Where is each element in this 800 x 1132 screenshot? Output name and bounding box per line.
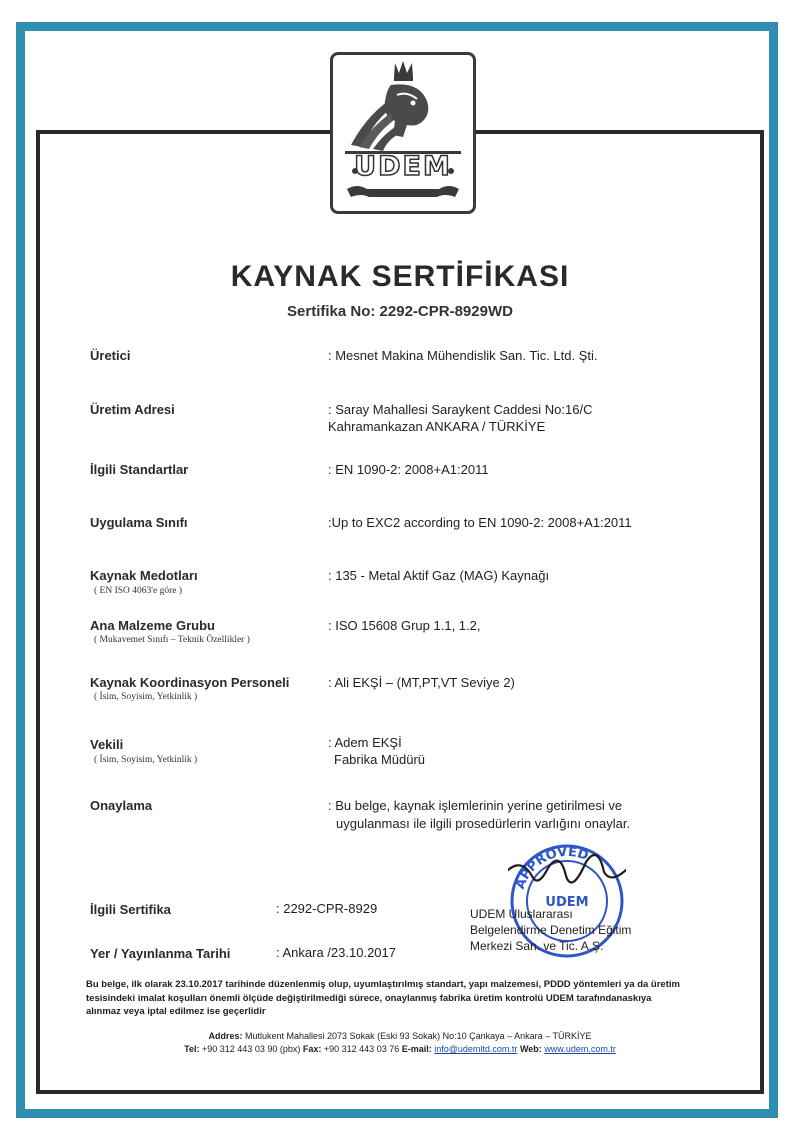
field-value-deputy: : Adem EKŞİ bbox=[328, 735, 402, 750]
place-date-value: : Ankara /23.10.2017 bbox=[276, 945, 396, 960]
related-cert-label: İlgili Sertifika bbox=[90, 902, 171, 917]
fax-label: Fax: bbox=[302, 1044, 322, 1054]
web-link[interactable]: www.udem.com.tr bbox=[544, 1044, 616, 1054]
fax-value: +90 312 443 03 76 bbox=[323, 1044, 400, 1054]
field-value-coordinator: : Ali EKŞİ – (MT,PT,VT Seviye 2) bbox=[328, 675, 515, 690]
field-label-welding-methods: Kaynak Medotları bbox=[90, 568, 198, 583]
field-value-address: : Saray Mahallesi Saraykent Caddesi No:16/C bbox=[328, 402, 593, 417]
field-value-manufacturer: : Mesnet Makina Mühendislik San. Tic. Ltd. Şti. bbox=[328, 348, 598, 363]
field-value-deputy-title: Fabrika Müdürü bbox=[334, 752, 426, 767]
field-value-address-line2: Kahramankazan ANKARA / TÜRKİYE bbox=[328, 419, 546, 434]
related-cert-value: : 2292-CPR-8929 bbox=[276, 901, 378, 916]
issuer-line-1: UDEM Uluslararası bbox=[470, 907, 573, 921]
page-title: KAYNAK SERTİFİKASI bbox=[230, 260, 570, 293]
issuer-block bbox=[470, 906, 631, 954]
issuer-line-2: Belgelendirme Denetim Eğitim bbox=[470, 923, 632, 937]
field-label-deputy: Vekili bbox=[90, 737, 124, 752]
logo-text: UDEM bbox=[354, 151, 452, 182]
field-value-standards: : EN 1090-2: 2008+A1:2011 bbox=[328, 462, 489, 477]
email-label: E-mail: bbox=[401, 1044, 432, 1054]
web-label: Web: bbox=[519, 1044, 542, 1054]
tel-value: +90 312 443 03 90 (pbx) bbox=[202, 1044, 301, 1054]
field-label-material-group: Ana Malzeme Grubu bbox=[90, 618, 215, 633]
field-value-approval-line2: uygulanması ile ilgili prosedürlerin varlığını onaylar. bbox=[336, 816, 631, 831]
stamp-text-center: UDEM bbox=[545, 895, 589, 910]
certificate-number: Sertifika No: 2292-CPR-8929WD bbox=[287, 303, 513, 320]
address-label: Addres: bbox=[208, 1031, 243, 1041]
field-label-address: Üretim Adresi bbox=[90, 402, 175, 417]
tel-label: Tel: bbox=[184, 1044, 200, 1054]
stamp-text-top: APPROVED bbox=[512, 844, 591, 892]
field-value-welding-methods: : 135 - Metal Aktif Gaz (MAG) Kaynağı bbox=[328, 568, 550, 583]
field-label-execution-class: Uygulama Sınıfı bbox=[90, 515, 188, 530]
field-value-material-group: : ISO 15608 Grup 1.1, 1.2, bbox=[328, 618, 481, 633]
place-date-label: Yer / Yayınlanma Tarihi bbox=[90, 946, 231, 961]
field-sub-coordinator: ( İsim, Soyisim, Yetkinlik ) bbox=[94, 692, 198, 702]
udem-logo bbox=[330, 52, 476, 214]
field-label-approval: Onaylama bbox=[90, 798, 153, 813]
field-label-standards: İlgili Standartlar bbox=[90, 462, 189, 477]
lion-crest-icon bbox=[333, 55, 473, 211]
field-sub-deputy: ( İsim, Soyisim, Yetkinlik ) bbox=[94, 755, 198, 765]
field-sub-welding-methods: ( EN ISO 4063'e göre ) bbox=[94, 586, 182, 596]
address-text: Mutlukent Mahallesi 2073 Sokak (Eski 93 Sokak) No:10 Çankaya – Ankara – TÜRKİYE bbox=[245, 1031, 592, 1041]
field-sub-material-group: ( Mukavemet Sınıfı – Teknik Özellikler ) bbox=[94, 635, 250, 645]
email-link[interactable]: info@udemltd.com.tr bbox=[434, 1044, 518, 1054]
field-label-coordinator: Kaynak Koordinasyon Personeli bbox=[90, 675, 290, 690]
validity-footnote: Bu belge, ilk olarak 23.10.2017 tarihinde düzenlenmiş olup, uyumlaştırılmış standart, yapı malzemesi, PDDD yöntemleri ya da üretim tesisindeki imalat koşulları önemli ölçüde değiştirilmediği sürece, onaylanmış fabrika üretim kontrolü UDEM tarafındanaskıya alınmaz veya iptal edilmez ise geçerlidir bbox=[86, 979, 680, 1017]
field-label-manufacturer: Üretici bbox=[90, 348, 131, 363]
field-value-approval: : Bu belge, kaynak işlemlerinin yerine getirilmesi ve bbox=[328, 798, 623, 813]
field-value-execution-class: :Up to EXC2 according to EN 1090-2: 2008+A1:2011 bbox=[328, 515, 632, 530]
issuer-line-3: Merkezi San. ve Tic. A.Ş. bbox=[470, 939, 604, 953]
contact-footer bbox=[0, 1030, 800, 1056]
